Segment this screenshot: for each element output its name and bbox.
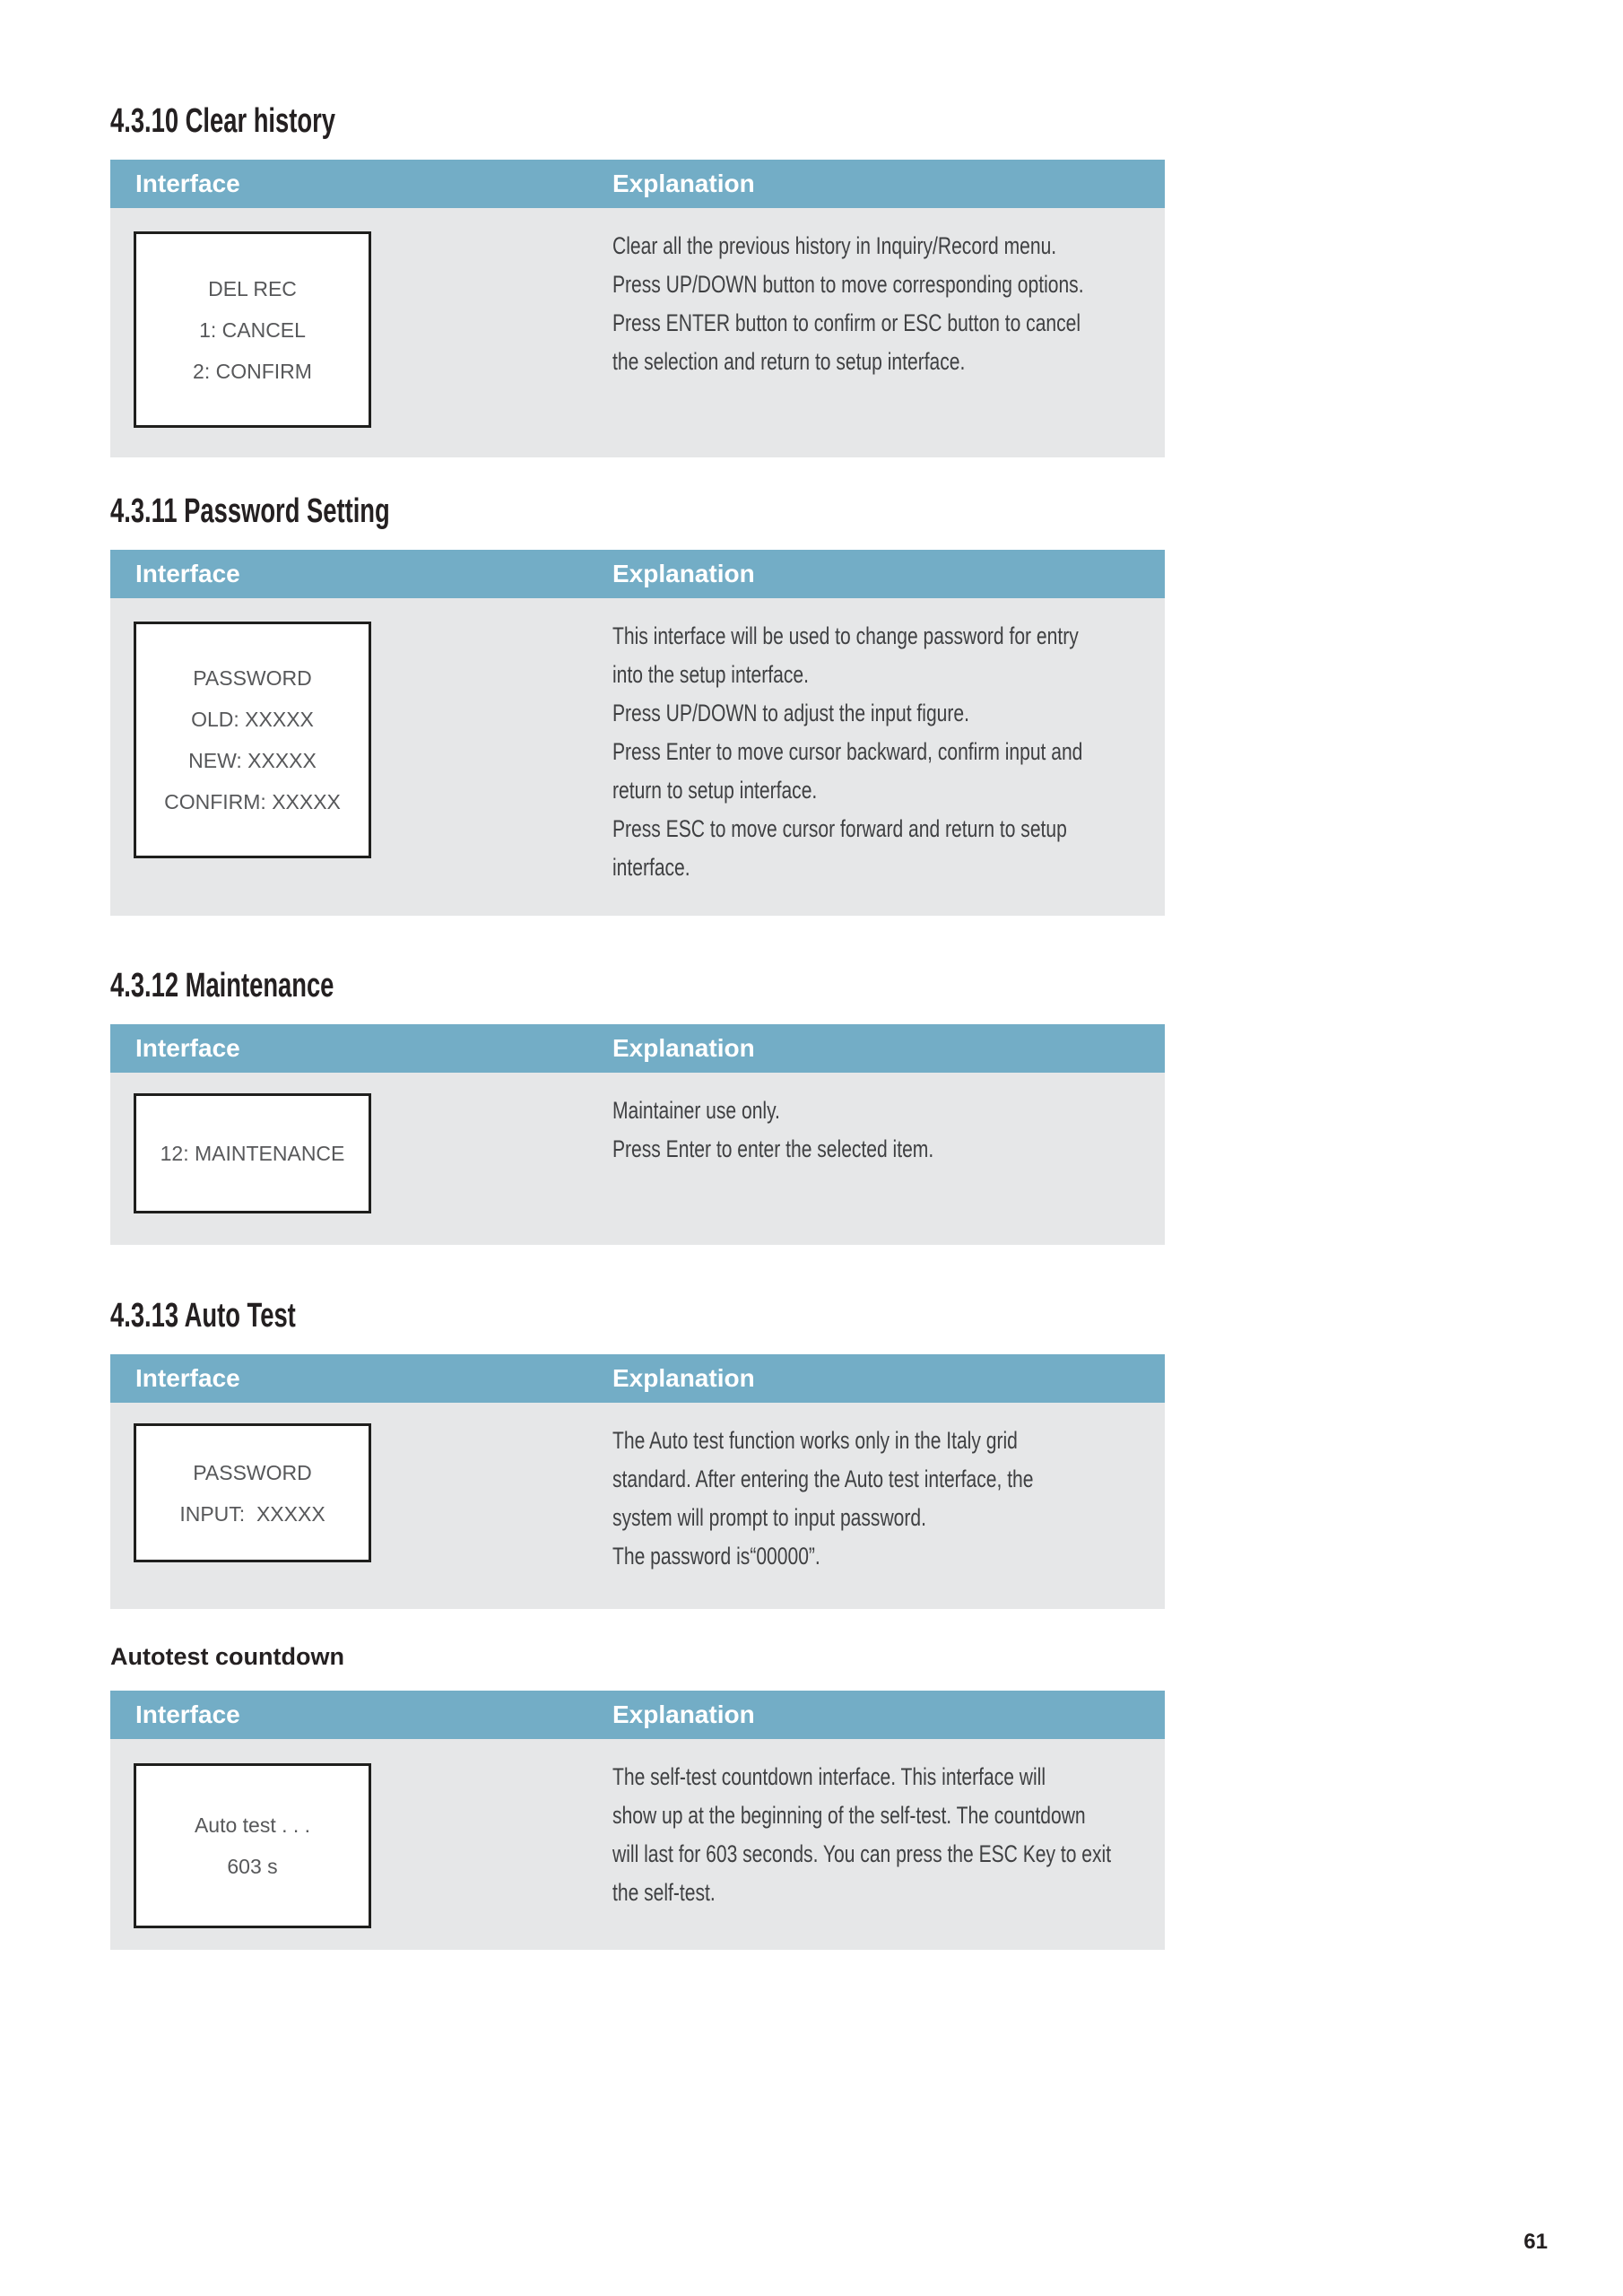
- explanation-line: The Auto test function works only in the Italy grid: [612, 1427, 1018, 1454]
- lcd-line: PASSWORD: [193, 1460, 312, 1484]
- lcd-interface-box: [134, 1093, 371, 1213]
- table-body: [110, 1073, 1165, 1245]
- section-auto-test: [110, 1299, 1165, 1609]
- table-header-row: [110, 1354, 1165, 1403]
- autotest-countdown-table: [110, 1691, 1165, 1950]
- lcd-line: NEW: XXXXX: [188, 749, 317, 772]
- explanation-column-header: Explanation: [612, 1700, 755, 1728]
- lcd-interface-box: [134, 1423, 371, 1562]
- explanation-text: [612, 1091, 933, 1169]
- table-header-row: [110, 1691, 1165, 1739]
- explanation-line: into the setup interface.: [612, 661, 809, 688]
- lcd-line: PASSWORD: [193, 666, 312, 690]
- interface-column-header: Interface: [135, 170, 240, 197]
- lcd-interface-box: [134, 1763, 371, 1928]
- explanation-line: Press ENTER button to confirm or ESC button to cancel: [612, 309, 1081, 336]
- table-header-row: [110, 550, 1165, 598]
- lcd-line: 2: CONFIRM: [193, 359, 312, 383]
- maintenance-table: [110, 1024, 1165, 1245]
- explanation-line: return to setup interface.: [612, 777, 818, 804]
- explanation-text: [612, 227, 1084, 381]
- lcd-interface-box: [134, 231, 371, 428]
- page-number: 61: [1523, 2230, 1548, 2254]
- page-content: [110, 104, 1165, 1950]
- section-heading-password-setting: 4.3.11 Password Setting: [110, 492, 390, 530]
- explanation-line: system will prompt to input password.: [612, 1504, 926, 1531]
- explanation-line: Maintainer use only.: [612, 1097, 780, 1124]
- lcd-line: DEL REC: [208, 276, 297, 300]
- explanation-line: Press Enter to enter the selected item.: [612, 1135, 934, 1162]
- table-header-row: [110, 1024, 1165, 1073]
- lcd-line: CONFIRM: XXXXX: [164, 790, 341, 813]
- lcd-line: 1: CANCEL: [199, 317, 306, 342]
- auto-test-table: [110, 1354, 1165, 1609]
- table-body: [110, 598, 1165, 916]
- explanation-line: the selection and return to setup interface.: [612, 348, 966, 375]
- explanation-line: Press ESC to move cursor forward and return to setup: [612, 815, 1067, 842]
- lcd-line: OLD: XXXXX: [191, 708, 314, 731]
- explanation-column-header: Explanation: [612, 1034, 755, 1062]
- explanation-line: Press UP/DOWN to adjust the input figure.: [612, 700, 969, 726]
- section-autotest-countdown: [110, 1643, 1165, 1950]
- password-setting-table: [110, 550, 1165, 916]
- explanation-line: The password is“00000”.: [612, 1543, 820, 1570]
- lcd-line: INPUT: XXXXX: [179, 1501, 325, 1526]
- explanation-line: show up at the beginning of the self-test. The countdown: [612, 1802, 1086, 1829]
- explanation-line: Press Enter to move cursor backward, confirm input and: [612, 738, 1083, 765]
- lcd-interface-box: [134, 622, 371, 858]
- explanation-text: [612, 1422, 1033, 1576]
- table-body: [110, 208, 1165, 457]
- explanation-line: The self-test countdown interface. This interface will: [612, 1763, 1046, 1790]
- clear-history-table: [110, 160, 1165, 457]
- explanation-column-header: Explanation: [612, 1364, 755, 1392]
- section-clear-history: [110, 104, 1165, 457]
- explanation-line: Clear all the previous history in Inquiry/Record menu.: [612, 232, 1057, 259]
- explanation-column-header: Explanation: [612, 170, 755, 197]
- interface-column-header: Interface: [135, 1364, 240, 1392]
- explanation-line: standard. After entering the Auto test interface, the: [612, 1465, 1034, 1492]
- explanation-text: [612, 1758, 1111, 1912]
- explanation-line: interface.: [612, 854, 690, 881]
- interface-column-header: Interface: [135, 1034, 240, 1062]
- explanation-column-header: Explanation: [612, 560, 755, 587]
- explanation-line: the self-test.: [612, 1879, 716, 1906]
- interface-column-header: Interface: [135, 1700, 240, 1728]
- explanation-line: Press UP/DOWN button to move corresponding options.: [612, 271, 1084, 298]
- table-body: [110, 1403, 1165, 1609]
- table-header-row: [110, 160, 1165, 208]
- lcd-line: Auto test . . .: [194, 1813, 311, 1837]
- lcd-line: 603 s: [227, 1855, 278, 1878]
- explanation-text: [612, 617, 1082, 887]
- section-heading-auto-test: 4.3.13 Auto Test: [110, 1297, 296, 1335]
- section-heading-maintenance: 4.3.12 Maintenance: [110, 967, 334, 1004]
- explanation-line: will last for 603 seconds. You can press the ESC Key to exit: [612, 1840, 1112, 1867]
- lcd-line: 12: MAINTENANCE: [160, 1142, 345, 1165]
- interface-column-header: Interface: [135, 560, 240, 587]
- section-heading-clear-history: 4.3.10 Clear history: [110, 102, 335, 140]
- autotest-countdown-label: Autotest countdown: [110, 1643, 344, 1670]
- explanation-line: This interface will be used to change password for entry: [612, 622, 1079, 649]
- section-maintenance: [110, 969, 1165, 1245]
- section-password-setting: [110, 494, 1165, 916]
- table-body: [110, 1739, 1165, 1950]
